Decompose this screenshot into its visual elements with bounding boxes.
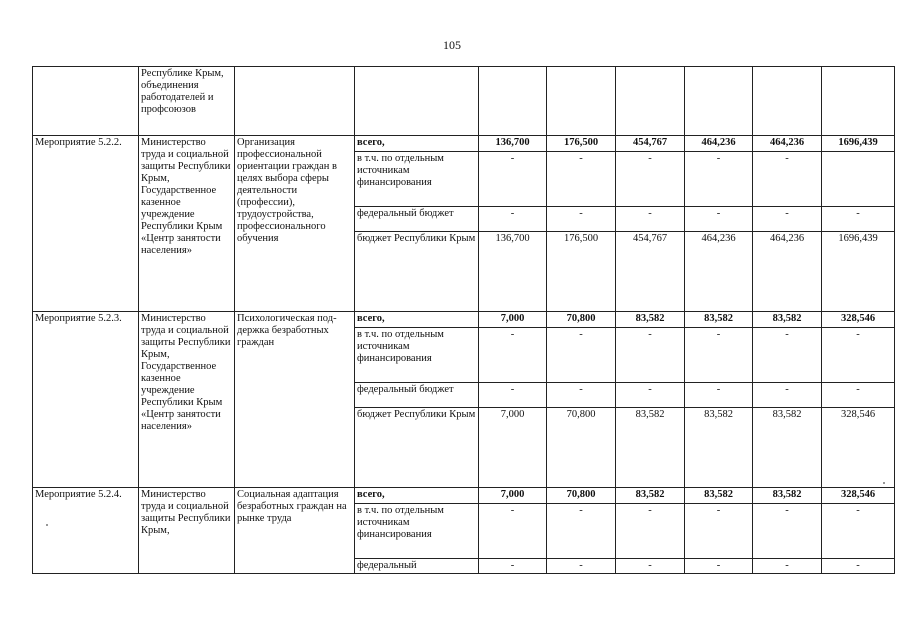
measure-id-cell: Мероприятие 5.2.2. [33, 136, 139, 312]
total-value-cell: 7,000 [479, 312, 547, 328]
dash-value-cell: - [479, 207, 547, 232]
dash-value-cell: - [616, 504, 685, 559]
dash-value-cell: - [822, 383, 895, 408]
total-value-cell: 83,582 [685, 488, 753, 504]
funding-source-cell: в т.ч. по отдельным источникам финансирования [355, 328, 479, 383]
cont-source-cell [355, 67, 479, 136]
funding-source-cell: в т.ч. по отдельным источникам финансирования [355, 504, 479, 559]
dash-value-cell: - [479, 152, 547, 207]
scan-speck [883, 482, 885, 484]
budget-table [32, 66, 895, 574]
measure-1-total-row [33, 136, 895, 152]
cont-value-cell [753, 67, 822, 136]
empty-value-cell [822, 152, 895, 207]
cont-value-cell [822, 67, 895, 136]
dash-value-cell: - [479, 504, 547, 559]
dash-value-cell: - [685, 207, 753, 232]
dash-value-cell: - [547, 559, 616, 574]
measure-id-cell: Мероприятие 5.2.4. [33, 488, 139, 574]
funding-source-cell: всего, [355, 488, 479, 504]
cont-measure-cell [33, 67, 139, 136]
measure-name-cell: Социальная адаптация безработных граждан на рынке труда [235, 488, 355, 574]
dash-value-cell: - [547, 328, 616, 383]
republic-budget-value-cell: 83,582 [616, 408, 685, 488]
dash-value-cell: - [822, 328, 895, 383]
cont-value-cell [479, 67, 547, 136]
funding-source-cell: федеральный бюджет [355, 207, 479, 232]
measure-name-cell: Психологическая под-держка безработных граждан [235, 312, 355, 488]
total-value-cell: 70,800 [547, 488, 616, 504]
total-value-cell: 83,582 [753, 488, 822, 504]
republic-budget-value-cell: 70,800 [547, 408, 616, 488]
dash-value-cell: - [616, 559, 685, 574]
dash-value-cell: - [753, 152, 822, 207]
republic-budget-value-cell: 1696,439 [822, 232, 895, 312]
total-value-cell: 454,767 [616, 136, 685, 152]
dash-value-cell: - [616, 383, 685, 408]
dash-value-cell: - [685, 383, 753, 408]
continuation-row [33, 67, 895, 136]
measure-3-total-row [33, 488, 895, 504]
dash-value-cell: - [753, 207, 822, 232]
dash-value-cell: - [616, 207, 685, 232]
republic-budget-value-cell: 7,000 [479, 408, 547, 488]
measure-name-cell: Организация профессиональной ориентации граждан в целях выбора сферы деятельности (профессии), трудоустройства, профессионального обучения [235, 136, 355, 312]
republic-budget-value-cell: 454,767 [616, 232, 685, 312]
dash-value-cell: - [616, 328, 685, 383]
measure-2-total-row [33, 312, 895, 328]
funding-source-cell: всего, [355, 136, 479, 152]
funding-source-cell: в т.ч. по отдельным источникам финансирования [355, 152, 479, 207]
total-value-cell: 7,000 [479, 488, 547, 504]
republic-budget-value-cell: 464,236 [753, 232, 822, 312]
funding-source-cell: федеральный бюджет [355, 383, 479, 408]
funding-source-cell: всего, [355, 312, 479, 328]
executor-cell: Министерство труда и социальной защиты Республики Крым, Государственное казенное учреждение Республики Крым «Центр занятости населения» [139, 312, 235, 488]
dash-value-cell: - [547, 207, 616, 232]
funding-source-cell: федеральный [355, 559, 479, 574]
dash-value-cell: - [753, 328, 822, 383]
republic-budget-value-cell: 83,582 [753, 408, 822, 488]
dash-value-cell: - [753, 504, 822, 559]
republic-budget-value-cell: 464,236 [685, 232, 753, 312]
total-value-cell: 83,582 [616, 488, 685, 504]
republic-budget-value-cell: 176,500 [547, 232, 616, 312]
total-value-cell: 136,700 [479, 136, 547, 152]
total-value-cell: 328,546 [822, 312, 895, 328]
dash-value-cell: - [616, 152, 685, 207]
cont-executor-cell: Республике Крым, объединения работодателей и профсоюзов [139, 67, 235, 136]
dash-value-cell: - [685, 504, 753, 559]
total-value-cell: 83,582 [616, 312, 685, 328]
funding-source-cell: бюджет Республики Крым [355, 232, 479, 312]
funding-source-cell: бюджет Республики Крым [355, 408, 479, 488]
dash-value-cell: - [547, 504, 616, 559]
scan-speck [46, 524, 48, 526]
dash-value-cell: - [547, 152, 616, 207]
total-value-cell: 328,546 [822, 488, 895, 504]
cont-name-cell [235, 67, 355, 136]
dash-value-cell: - [753, 559, 822, 574]
republic-budget-value-cell: 83,582 [685, 408, 753, 488]
total-value-cell: 83,582 [753, 312, 822, 328]
cont-value-cell [616, 67, 685, 136]
dash-value-cell: - [822, 504, 895, 559]
cont-value-cell [547, 67, 616, 136]
executor-cell: Министерство труда и социальной защиты Республики Крым, Государственное казенное учреждение Республики Крым «Центр занятости населения» [139, 136, 235, 312]
dash-value-cell: - [822, 559, 895, 574]
republic-budget-value-cell: 136,700 [479, 232, 547, 312]
total-value-cell: 464,236 [753, 136, 822, 152]
total-value-cell: 464,236 [685, 136, 753, 152]
dash-value-cell: - [547, 383, 616, 408]
total-value-cell: 83,582 [685, 312, 753, 328]
dash-value-cell: - [479, 383, 547, 408]
dash-value-cell: - [479, 559, 547, 574]
dash-value-cell: - [685, 152, 753, 207]
total-value-cell: 176,500 [547, 136, 616, 152]
dash-value-cell: - [822, 207, 895, 232]
dash-value-cell: - [685, 328, 753, 383]
page-number: 105 [443, 38, 461, 52]
cont-value-cell [685, 67, 753, 136]
dash-value-cell: - [685, 559, 753, 574]
dash-value-cell: - [753, 383, 822, 408]
measure-id-cell: Мероприятие 5.2.3. [33, 312, 139, 488]
dash-value-cell: - [479, 328, 547, 383]
republic-budget-value-cell: 328,546 [822, 408, 895, 488]
total-value-cell: 1696,439 [822, 136, 895, 152]
executor-cell: Министерство труда и социальной защиты Республики Крым, [139, 488, 235, 574]
total-value-cell: 70,800 [547, 312, 616, 328]
